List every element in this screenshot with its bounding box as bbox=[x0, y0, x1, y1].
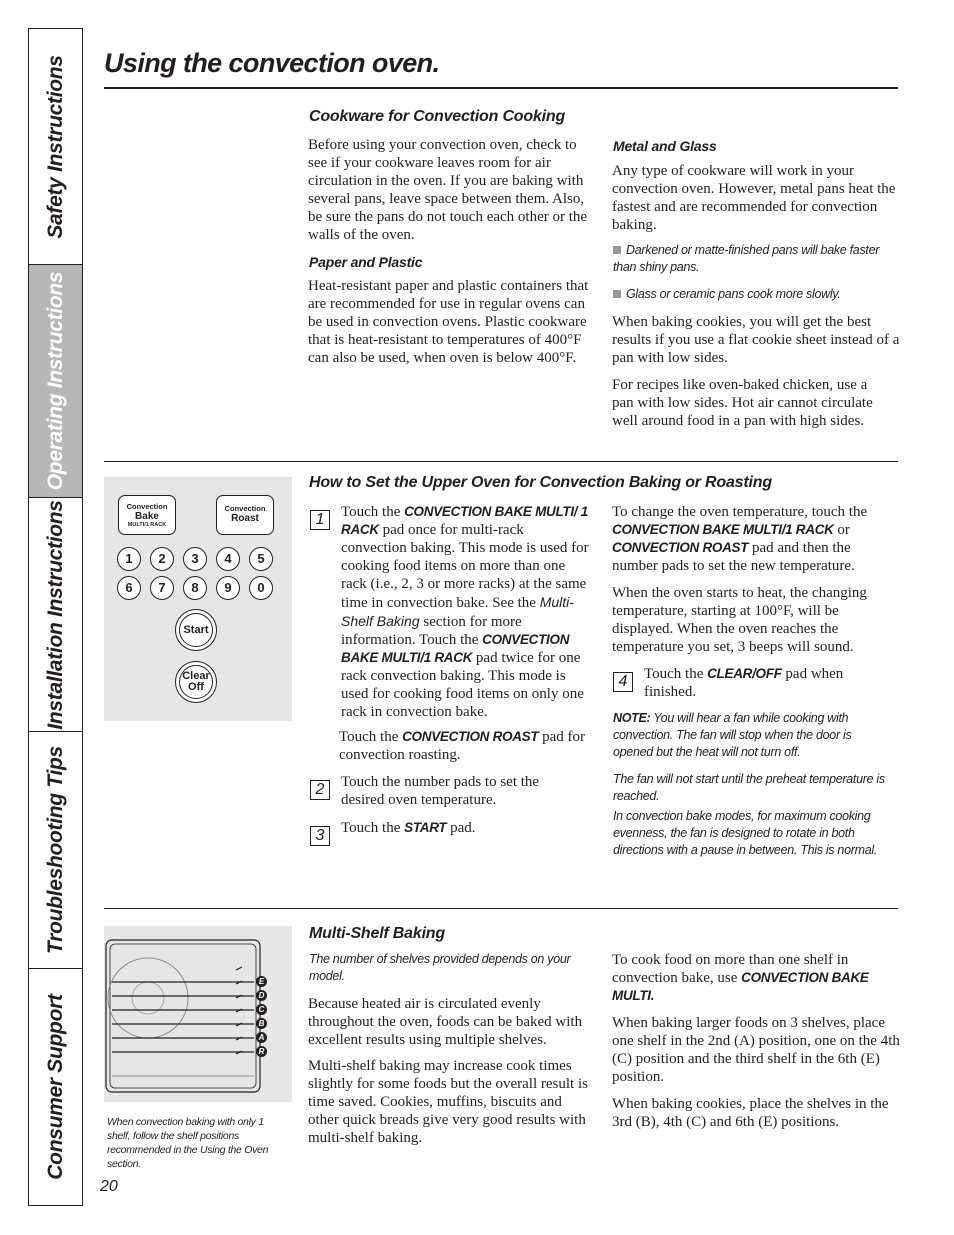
keyword: CLEAR/OFF bbox=[707, 666, 782, 681]
step-number: 2 bbox=[310, 780, 330, 800]
text: pad twice for one rack convection baking. This mode is used for cooking food items on only one rack in convection bake. bbox=[341, 650, 584, 720]
step1-text bbox=[341, 503, 591, 721]
metal-glass-heading: Metal and Glass bbox=[613, 138, 717, 154]
multishelf-right-p3: When baking cookies, place the shelves in the 3rd (B), 4th (C) and 6th (E) positions. bbox=[612, 1096, 889, 1130]
key-label: Convection bbox=[224, 504, 266, 513]
oven-shelf-illustration bbox=[104, 926, 292, 1102]
section-reference: Multi-Shelf Baking bbox=[341, 594, 574, 629]
step4-text bbox=[644, 665, 884, 701]
step3-text bbox=[341, 819, 581, 837]
rack-position-labels bbox=[256, 976, 267, 1057]
key-label: Clear bbox=[182, 670, 210, 682]
digit-key-6: 6 bbox=[117, 576, 141, 600]
tab-label: Installation Instructions bbox=[43, 499, 67, 730]
digit-key-4: 4 bbox=[216, 547, 240, 571]
text: Touch the bbox=[341, 504, 405, 520]
shelves-note: The number of shelves provided depends on your model. bbox=[309, 952, 571, 983]
tab-installation-instructions[interactable] bbox=[29, 498, 82, 732]
text: pad once for multi-rack convection baking. This mode is used for cooking food items on more than one rack (i.e., 2, 3 or more racks) at the same time in convection bake. See the bbox=[341, 522, 589, 611]
keyword: CONVECTION BAKE MULTI. bbox=[612, 970, 869, 1003]
text: To cook food on more than one shelf in convection bake, use bbox=[612, 952, 849, 986]
multishelf-right-p1 bbox=[612, 951, 897, 1005]
preheat-note: The fan will not start until the preheat temperature is reached. bbox=[613, 772, 885, 803]
key-label: Convection bbox=[126, 502, 168, 511]
start-key bbox=[175, 609, 217, 651]
multishelf-p1: Because heated air is circulated evenly throughout the oven, foods can be baked with excellent results using multiple shelves. bbox=[308, 996, 583, 1048]
oven-caption: When convection baking with only 1 shelf, follow the shelf positions recommended in the Using the Oven section. bbox=[107, 1116, 269, 1170]
tab-label: Operating Instructions bbox=[43, 271, 67, 491]
keyword: START bbox=[404, 820, 447, 835]
keyword: CONVECTION ROAST bbox=[402, 729, 539, 744]
rotate-note: In convection bake modes, for maximum cooking evenness, the fan is designed to rotate in both directions with a pause in between. This is normal. bbox=[613, 809, 878, 857]
roast-text bbox=[339, 728, 594, 764]
cookware-intro: Before using your convection oven, check to see if your cookware leaves room for air circulation in the oven. If you are baking with several pans, leave space between them. Also, be sure the pans do not touch each other or the walls of the oven. bbox=[308, 137, 588, 243]
tab-safety-instructions[interactable] bbox=[29, 29, 82, 265]
text: Touch the bbox=[644, 666, 708, 682]
step-number: 1 bbox=[310, 510, 330, 530]
note-label: NOTE: bbox=[613, 711, 651, 725]
multishelf-p2: Multi-shelf baking may increase cook times slightly for some foods but the overall result is time saved. Cookies, muffins, biscuits and other quick breads give very good results with multi-shelf baking. bbox=[308, 1058, 588, 1146]
rack-position-d: D bbox=[256, 990, 267, 1001]
rack-position-e: E bbox=[256, 976, 267, 987]
cookies-text: When baking cookies, you will get the best results if you use a flat cookie sheet instead of a pan with low sides. bbox=[612, 314, 900, 366]
note-text: You will hear a fan while cooking with convection. The fan will stop when the door is opened but the heat will not turn off. bbox=[613, 711, 852, 759]
title-rule bbox=[104, 87, 898, 89]
rack-position-b: B bbox=[256, 1018, 267, 1029]
page-title: Using the convection oven. bbox=[104, 48, 440, 78]
bullet-text: Darkened or matte-finished pans will bake faster than shiny pans. bbox=[613, 243, 880, 274]
key-label: Roast bbox=[231, 513, 259, 524]
page-number: 20 bbox=[100, 1178, 118, 1195]
convection-bake-key bbox=[118, 495, 176, 535]
key-label: Start bbox=[183, 623, 209, 636]
clear-off-key bbox=[175, 661, 217, 703]
rack-position-r: R bbox=[256, 1046, 267, 1057]
text: Touch the bbox=[341, 820, 405, 836]
text: section for more information. Touch the bbox=[341, 614, 522, 648]
text: pad for convection roasting. bbox=[339, 729, 585, 763]
digit-key-8: 8 bbox=[183, 576, 207, 600]
bullet-text: Glass or ceramic pans cook more slowly. bbox=[626, 287, 841, 301]
multishelf-right-p2: When baking larger foods on 3 shelves, place one shelf in the 2nd (A) position, one on the 4th (C) position and the third shelf in the 6th (E) position. bbox=[612, 1015, 900, 1085]
section-sidebar bbox=[28, 28, 83, 1206]
tab-label: Safety Instructions bbox=[43, 54, 67, 239]
text: or bbox=[833, 522, 850, 538]
chicken-text: For recipes like oven-baked chicken, use a pan with low sides. Hot air cannot circulate well around food in a pan with high sides. bbox=[612, 377, 873, 429]
step-number: 4 bbox=[613, 672, 633, 692]
rack-position-a: A bbox=[256, 1032, 267, 1043]
text: pad. bbox=[446, 820, 476, 836]
heat-text: When the oven starts to heat, the changing temperature, starting at 100°F, will be displayed. When the oven reaches the temperature you set, 3 beeps will sound. bbox=[612, 585, 867, 655]
cookware-heading: Cookware for Convection Cooking bbox=[309, 108, 566, 125]
rack-position-c: C bbox=[256, 1004, 267, 1015]
text: To change the oven temperature, touch the bbox=[612, 504, 868, 520]
howto-heading: How to Set the Upper Oven for Convection Baking or Roasting bbox=[309, 474, 772, 491]
key-label: Off bbox=[188, 681, 204, 693]
bullet-darkened-pans bbox=[613, 242, 898, 276]
paper-plastic-text: Heat-resistant paper and plastic containers that are recommended for use in regular ovens can be used in convection ovens. Plastic cookware that is heat-resistant to temperatures of 400°F can also be used, when oven is below 400°F. bbox=[308, 278, 589, 366]
metal-glass-text: Any type of cookware will work in your convection oven. However, metal pans heat the fastest and are recommended for convection baking. bbox=[612, 163, 896, 233]
multishelf-heading: Multi-Shelf Baking bbox=[309, 925, 445, 942]
change-temp-text bbox=[612, 503, 897, 575]
digit-key-9: 9 bbox=[216, 576, 240, 600]
digit-key-1: 1 bbox=[117, 547, 141, 571]
tab-consumer-support[interactable] bbox=[29, 969, 82, 1205]
section-rule bbox=[104, 908, 898, 909]
paper-plastic-heading: Paper and Plastic bbox=[309, 254, 423, 270]
text: pad when finished. bbox=[644, 666, 844, 700]
keyword: CONVECTION BAKE MULTI/1 RACK bbox=[612, 522, 834, 537]
keyword: CONVECTION BAKE MULTI/1 RACK bbox=[341, 632, 570, 665]
fan-note bbox=[613, 710, 883, 761]
keyword: CONVECTION BAKE MULTI/ 1 RACK bbox=[341, 504, 588, 537]
text: pad and then the number pads to set the new temperature. bbox=[612, 540, 855, 574]
digit-key-5: 5 bbox=[249, 547, 273, 571]
digit-key-0: 0 bbox=[249, 576, 273, 600]
convection-roast-key bbox=[216, 495, 274, 535]
text: Touch the bbox=[339, 729, 403, 745]
key-label: Bake bbox=[135, 511, 159, 522]
step-number: 3 bbox=[310, 826, 330, 846]
section-rule bbox=[104, 461, 898, 462]
digit-key-2: 2 bbox=[150, 547, 174, 571]
key-label: MULTI/1 RACK bbox=[127, 522, 167, 528]
tab-label: Consumer Support bbox=[43, 994, 67, 1180]
keyword: CONVECTION ROAST bbox=[612, 540, 749, 555]
step2-text: Touch the number pads to set the desired oven temperature. bbox=[341, 774, 540, 808]
tab-label: Troubleshooting Tips bbox=[43, 746, 67, 954]
bullet-square-icon bbox=[613, 290, 621, 298]
bullet-square-icon bbox=[613, 246, 621, 254]
tab-troubleshooting-tips[interactable] bbox=[29, 732, 82, 969]
tab-operating-instructions[interactable] bbox=[29, 265, 82, 498]
digit-key-7: 7 bbox=[150, 576, 174, 600]
bullet-glass-pans bbox=[613, 286, 898, 303]
control-panel-illustration bbox=[104, 477, 292, 721]
digit-key-3: 3 bbox=[183, 547, 207, 571]
